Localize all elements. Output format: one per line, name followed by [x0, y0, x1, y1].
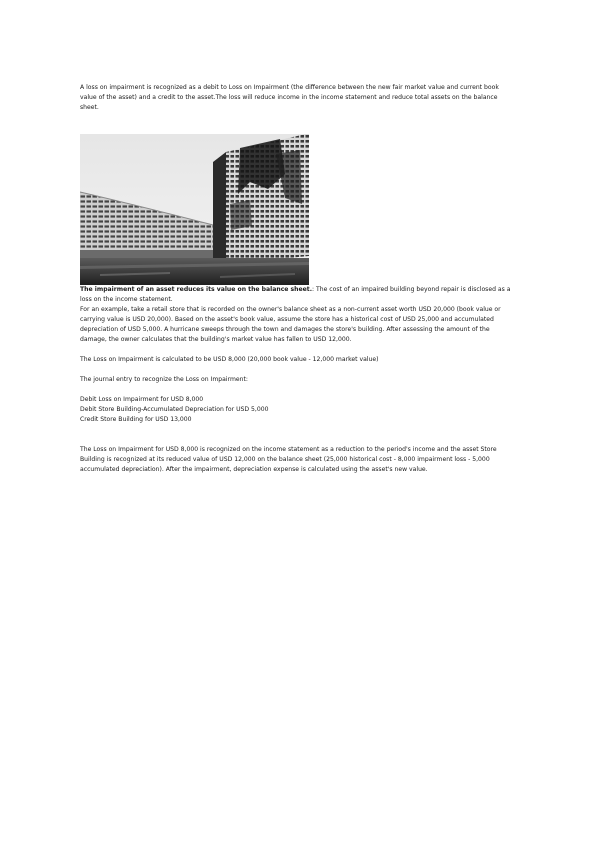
- journal-entry: Credit Store Building for USD 13,000: [80, 416, 192, 423]
- document-body: [80, 83, 516, 475]
- figure-caption: [80, 285, 516, 305]
- intro-paragraph: A loss on impairment is recognized as a debit to Loss on Impairment (the difference between the new fair market value and current book value of the asset) and a credit to the asset.The loss will reduce income in the income statement and reduce total assets on the balance sheet.: [80, 84, 499, 111]
- journal-intro: The journal entry to recognize the Loss on Impairment:: [80, 376, 248, 383]
- journal-entry: Debit Store Building-Accumulated Depreciation for USD 5,000: [80, 406, 269, 413]
- caption-title: The impairment of an asset reduces its value on the balance sheet.: [80, 286, 313, 293]
- journal-entry: Debit Loss on Impairment for USD 8,000: [80, 396, 204, 403]
- calculation-paragraph: The Loss on Impairment is calculated to be USD 8,000 (20,000 book value - 12,000 market value): [80, 356, 379, 363]
- example-paragraph: For an example, take a retail store that is recorded on the owner's balance sheet as a non-current asset worth USD 20,000 (book value or carrying value is USD 20,000). Based on the asset's book value, assume the store has a historical cost of USD 25,000 and accumulated depreciation of USD 5,000. A hurricane sweeps through the town and damages the store's building. After assessing the amount of the damage, the owner calculates that the building's market value has fallen to USD 12,000.: [80, 306, 501, 343]
- building-photo: [80, 134, 309, 285]
- caption-text: : The cost of an impaired building beyond repair is disclosed as a loss on the income statement.: [80, 286, 511, 303]
- conclusion-paragraph: The Loss on Impairment for USD 8,000 is recognized on the income statement as a reduction to the period's income and the asset Store Building is recognized at its reduced value of USD 12,000 on the balance sheet (25,000 historical cost - 8,000 impairment loss - 5,000 accumulated depreciation). After the impairment, depreciation expense is calculated using the asset's new value.: [80, 446, 497, 473]
